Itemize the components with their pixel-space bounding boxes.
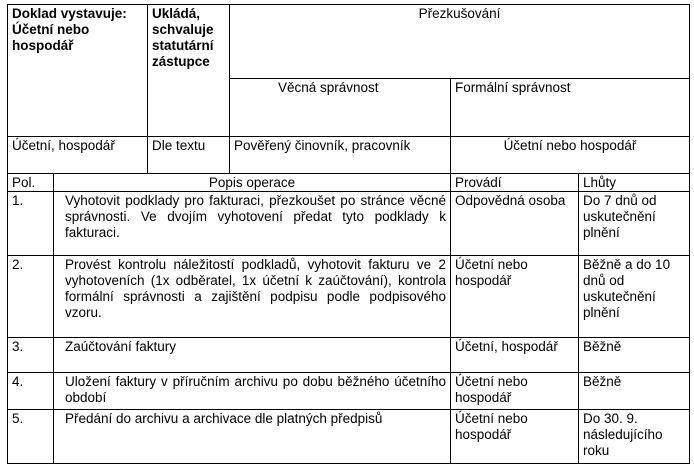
doklad-vystavuje-header: Doklad vystavuje: Účetní nebo hospodář bbox=[8, 5, 148, 137]
formalni-spravnost-value: Účetní nebo hospodář bbox=[451, 137, 690, 174]
row-pol: 3. bbox=[8, 338, 54, 373]
procedure-table bbox=[7, 4, 690, 464]
header-row bbox=[8, 5, 690, 79]
formalni-spravnost-header: Formální správnost bbox=[451, 79, 690, 137]
table-row bbox=[8, 410, 690, 464]
row-lhuty: Běžně a do 10 dnů od uskutečnění plnění bbox=[579, 256, 690, 338]
column-header-pol: Pol. bbox=[8, 174, 54, 192]
row-pol: 5. bbox=[8, 410, 54, 464]
table-row bbox=[8, 373, 690, 410]
vecna-spravnost-header: Věcná správnost bbox=[230, 79, 451, 137]
row-lhuty: Do 30. 9. následujícího roku bbox=[579, 410, 690, 464]
table-row bbox=[8, 338, 690, 373]
responsibility-row bbox=[8, 137, 690, 174]
row-pol: 1. bbox=[8, 192, 54, 256]
table-row bbox=[8, 192, 690, 256]
uklada-schvaluje-value: Dle textu bbox=[148, 137, 230, 174]
row-provadi: Odpovědná osoba bbox=[451, 192, 579, 256]
prezkusovani-header: Přezkušování bbox=[230, 5, 690, 79]
row-lhuty: Běžně bbox=[579, 338, 690, 373]
row-provadi: Účetní, hospodář bbox=[451, 338, 579, 373]
uklada-schvaluje-header: Ukládá, schvaluje statutární zástupce bbox=[148, 5, 230, 137]
row-popis: Provést kontrolu náležitostí podkladů, vyhotovit fakturu ve 2 vyhotoveních (1x odběratel, 1x účetní k zaúčtování), kontrola formální správnosti a zajištění podpisu podle podpisového vzoru. bbox=[54, 256, 451, 338]
doklad-vystavuje-value: Účetní, hospodář bbox=[8, 137, 148, 174]
row-lhuty: Běžně bbox=[579, 373, 690, 410]
row-pol: 4. bbox=[8, 373, 54, 410]
row-popis: Předání do archivu a archivace dle platných předpisů bbox=[54, 410, 451, 464]
vecna-spravnost-value: Pověřený činovník, pracovník bbox=[230, 137, 451, 174]
row-provadi: Účetní nebo hospodář bbox=[451, 410, 579, 464]
row-popis: Zaúčtování faktury bbox=[54, 338, 451, 373]
column-header-provadi: Provádí bbox=[451, 174, 579, 192]
column-header-popis: Popis operace bbox=[54, 174, 451, 192]
column-header-row bbox=[8, 174, 690, 192]
row-lhuty: Do 7 dnů od uskutečnění plnění bbox=[579, 192, 690, 256]
row-provadi: Účetní nebo hospodář bbox=[451, 256, 579, 338]
row-provadi: Účetní nebo hospodář bbox=[451, 373, 579, 410]
row-popis: Uložení faktury v příručním archivu po dobu běžného účetního období bbox=[54, 373, 451, 410]
row-popis: Vyhotovit podklady pro fakturaci, přezkoušet po stránce věcné správnosti. Ve dvojím vyhotovení předat tyto podklady k fakturaci. bbox=[54, 192, 451, 256]
column-header-lhuty: Lhůty bbox=[579, 174, 690, 192]
table-row bbox=[8, 256, 690, 338]
row-pol: 2. bbox=[8, 256, 54, 338]
